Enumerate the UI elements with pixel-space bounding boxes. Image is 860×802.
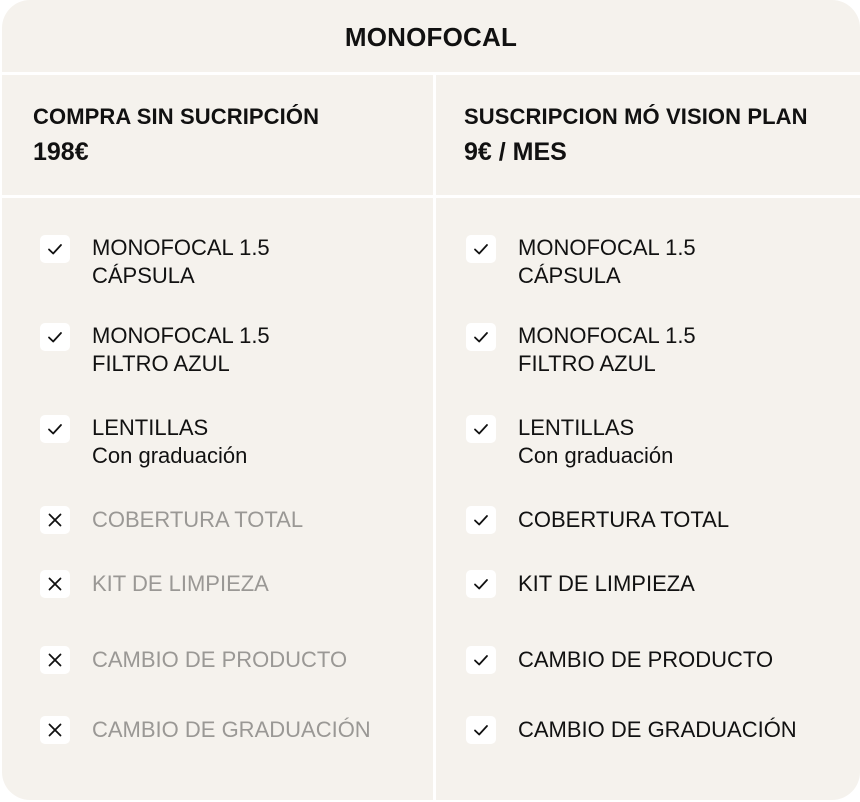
feature-row — [466, 506, 846, 566]
feature-label — [518, 234, 696, 290]
plan-name: COMPRA SIN SUCRIPCIÓN — [33, 104, 320, 129]
feature-label-line2: Con graduación — [92, 443, 248, 468]
feature-label — [92, 414, 247, 470]
feature-row — [40, 322, 420, 382]
feature-label-line1: MONOFOCAL 1.5 — [92, 235, 270, 260]
feature-row — [466, 234, 846, 294]
check-icon — [40, 235, 70, 263]
feature-label-line2: CÁPSULA — [518, 263, 621, 288]
check-icon — [466, 235, 496, 263]
feature-label-line1: MONOFOCAL 1.5 — [518, 235, 696, 260]
check-icon — [466, 323, 496, 351]
feature-label-line2: CÁPSULA — [92, 263, 195, 288]
feature-label — [92, 234, 270, 290]
feature-label — [518, 570, 695, 598]
feature-row — [40, 570, 420, 630]
feature-label-line1: MONOFOCAL 1.5 — [92, 323, 270, 348]
feature-label — [92, 570, 269, 598]
feature-label — [92, 646, 347, 674]
feature-label-line1: CAMBIO DE PRODUCTO — [92, 647, 348, 672]
plan-name: SUSCRIPCION MÓ VISION PLAN — [464, 104, 808, 129]
feature-label — [518, 414, 673, 470]
feature-label-line2: Con graduación — [518, 443, 674, 468]
feature-label-line2: FILTRO AZUL — [518, 351, 656, 376]
x-icon — [40, 506, 70, 534]
x-icon — [40, 570, 70, 598]
plan-header-subscription — [464, 74, 854, 196]
check-icon — [40, 415, 70, 443]
x-icon — [40, 646, 70, 674]
check-icon — [466, 415, 496, 443]
feature-row — [466, 322, 846, 382]
feature-label-line1: MONOFOCAL 1.5 — [518, 323, 696, 348]
feature-label-line1: COBERTURA TOTAL — [518, 507, 730, 532]
feature-label — [518, 506, 729, 534]
comparison-card — [2, 0, 860, 800]
feature-row — [466, 570, 846, 630]
feature-label-line1: KIT DE LIMPIEZA — [518, 571, 695, 596]
feature-label — [92, 716, 371, 744]
feature-row — [40, 716, 420, 776]
feature-label-line1: CAMBIO DE GRADUACIÓN — [518, 717, 797, 742]
feature-label-line1: COBERTURA TOTAL — [92, 507, 304, 532]
feature-label-line1: KIT DE LIMPIEZA — [92, 571, 269, 596]
feature-row — [40, 414, 420, 474]
check-icon — [466, 646, 496, 674]
column-divider — [433, 74, 436, 800]
feature-label-line1: LENTILLAS — [92, 415, 209, 440]
feature-row — [40, 506, 420, 566]
feature-label-line2: FILTRO AZUL — [92, 351, 230, 376]
feature-label — [518, 646, 773, 674]
x-icon — [40, 716, 70, 744]
feature-row — [40, 234, 420, 294]
feature-label-line1: CAMBIO DE PRODUCTO — [518, 647, 774, 672]
feature-label — [518, 716, 797, 744]
table-title: MONOFOCAL — [344, 21, 518, 52]
feature-row — [466, 646, 846, 706]
feature-row — [40, 646, 420, 706]
plan-price: 198€ — [33, 138, 89, 166]
check-icon — [466, 716, 496, 744]
feature-label — [92, 322, 270, 378]
feature-row — [466, 716, 846, 776]
feature-label — [92, 506, 303, 534]
check-icon — [466, 570, 496, 598]
feature-row — [466, 414, 846, 474]
feature-label-line1: LENTILLAS — [518, 415, 635, 440]
feature-label-line1: CAMBIO DE GRADUACIÓN — [92, 717, 371, 742]
feature-label — [518, 322, 696, 378]
check-icon — [466, 506, 496, 534]
check-icon — [40, 323, 70, 351]
plan-price: 9€ / MES — [464, 138, 567, 166]
plan-header-no-subscription — [33, 74, 423, 196]
